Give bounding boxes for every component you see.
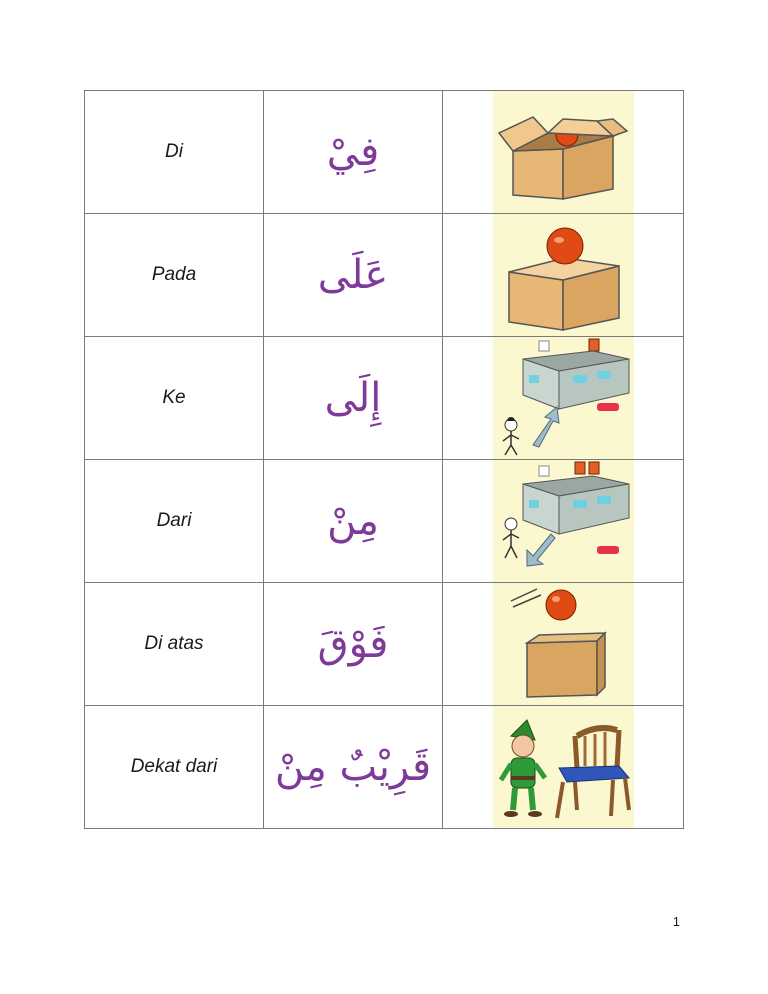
arabic-word: فِيْ bbox=[264, 91, 443, 214]
arabic-word: عَلَى bbox=[264, 214, 443, 337]
vocabulary-table bbox=[84, 90, 684, 829]
picture-cell bbox=[443, 214, 684, 337]
table-row bbox=[85, 460, 684, 583]
malay-word: Dekat dari bbox=[85, 706, 264, 829]
malay-word: Ke bbox=[85, 337, 264, 460]
table-row bbox=[85, 91, 684, 214]
picture-cell bbox=[443, 706, 684, 829]
malay-word: Di atas bbox=[85, 583, 264, 706]
elf-near-chair-icon bbox=[493, 706, 634, 828]
picture-cell bbox=[443, 583, 684, 706]
table-row bbox=[85, 583, 684, 706]
table-row bbox=[85, 337, 684, 460]
arabic-word: فَوْقَ bbox=[264, 583, 443, 706]
picture-cell bbox=[443, 337, 684, 460]
walking-to-building-icon bbox=[493, 337, 634, 459]
table-row bbox=[85, 214, 684, 337]
ball-on-box-icon bbox=[493, 214, 634, 336]
malay-word: Pada bbox=[85, 214, 264, 337]
ball-above-box-icon bbox=[493, 583, 634, 705]
table-row bbox=[85, 706, 684, 829]
picture-cell bbox=[443, 460, 684, 583]
arabic-word: قَرِيْبٌ مِنْ bbox=[264, 706, 443, 829]
picture-cell bbox=[443, 91, 684, 214]
walking-from-building-icon bbox=[493, 460, 634, 582]
malay-word: Dari bbox=[85, 460, 264, 583]
page-number: 1 bbox=[672, 914, 680, 929]
arabic-word: إِلَى bbox=[264, 337, 443, 460]
ball-in-box-icon bbox=[493, 91, 634, 213]
arabic-word: مِنْ bbox=[264, 460, 443, 583]
malay-word: Di bbox=[85, 91, 264, 214]
